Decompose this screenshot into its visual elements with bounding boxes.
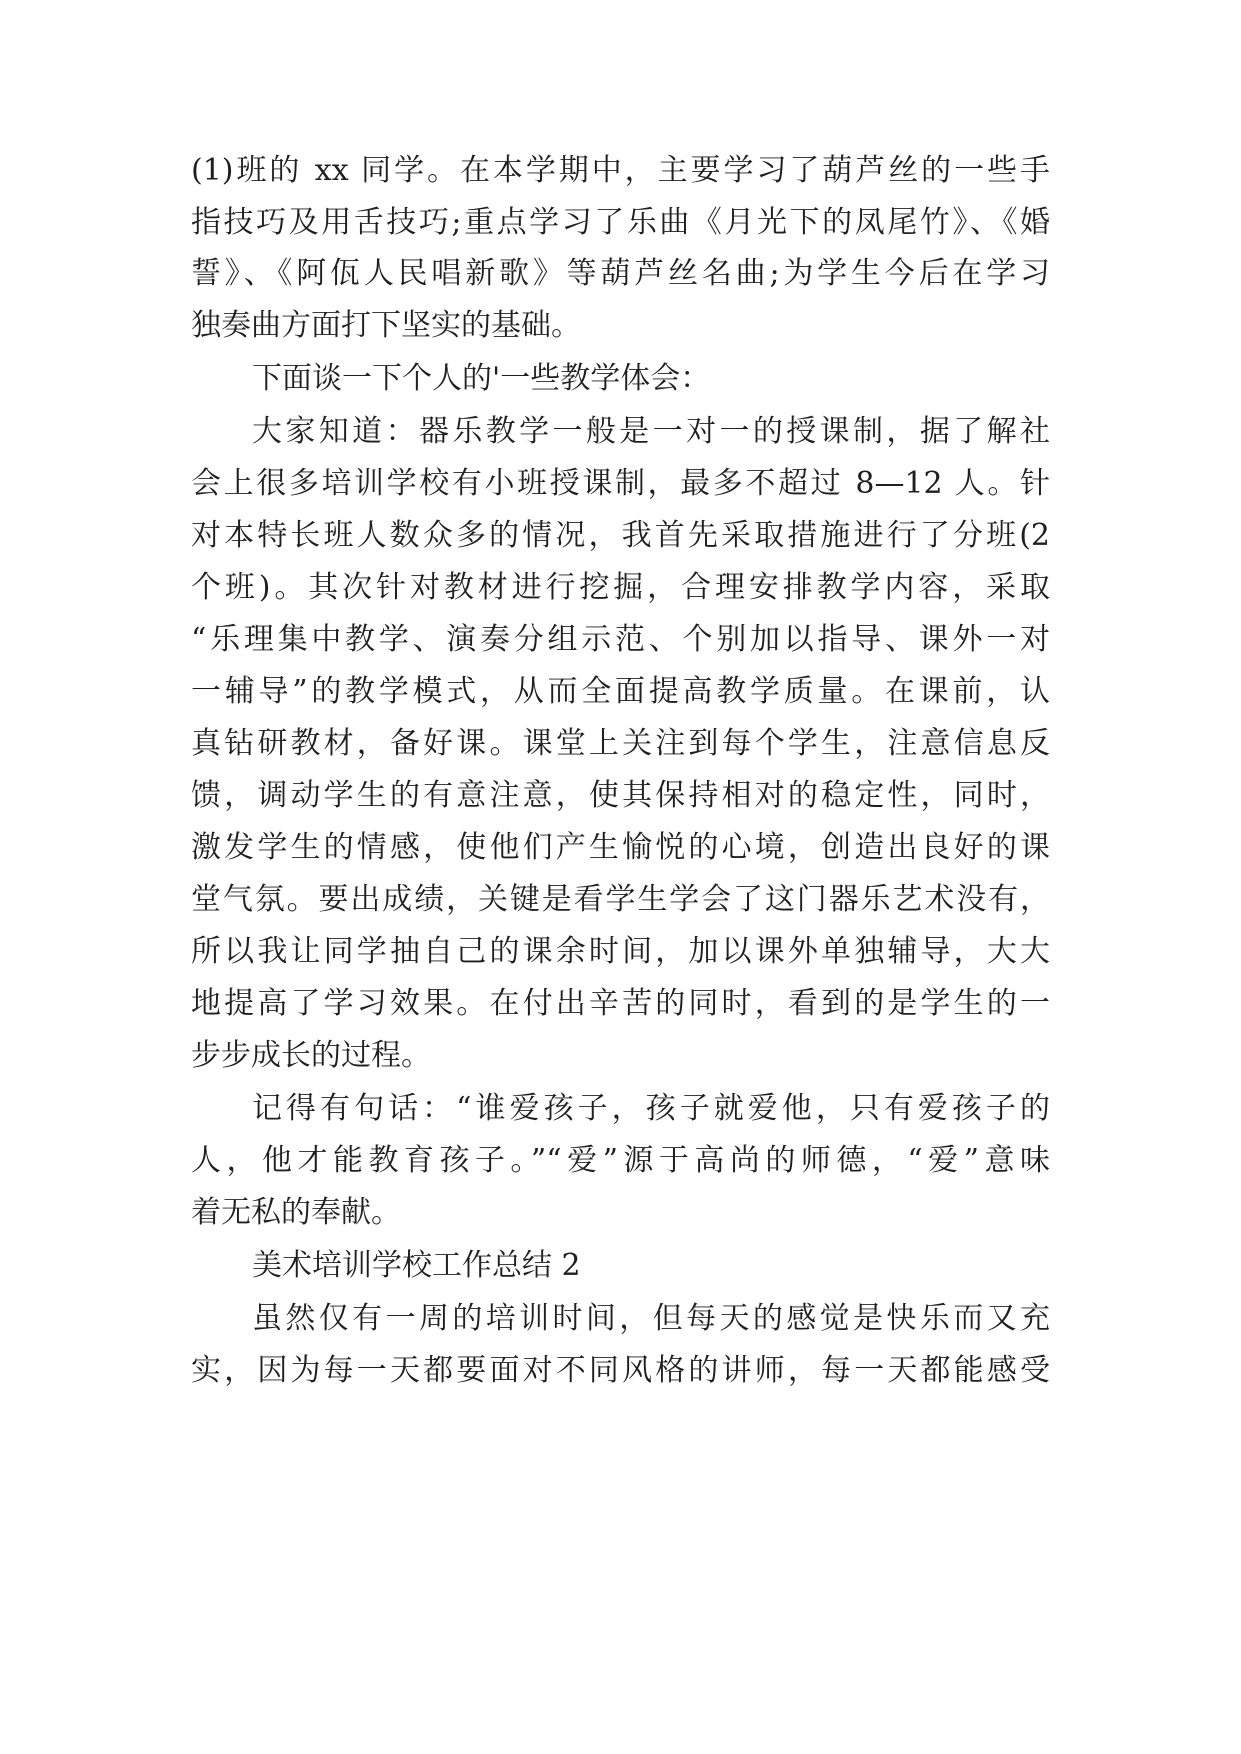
section-heading: 美术培训学校工作总结 2	[252, 1248, 581, 1283]
text-line-18: 步步成长的过程。	[191, 1038, 431, 1073]
text-line-7: 会上很多培训学校有小班授课制，最多不超过 8—12 人。针	[191, 466, 1050, 501]
text-line-19: 记得有句话：“谁爱孩子，孩子就爱他，只有爱孩子的	[252, 1091, 1050, 1126]
text-line-21: 着无私的奉献。	[191, 1195, 401, 1230]
text-line-23: 虽然仅有一周的培训时间，但每天的感觉是快乐而又充	[252, 1301, 1050, 1336]
text-line-3: 誓》、《阿佤人民唱新歌》等葫芦丝名曲;为学生今后在学习	[191, 256, 1050, 291]
text-line-4: 独奏曲方面打下坚实的基础。	[191, 308, 581, 343]
text-line-16: 所以我让同学抽自己的课余时间，加以课外单独辅导，大大	[191, 934, 1050, 969]
text-line-8: 对本特长班人数众多的情况，我首先采取措施进行了分班(2	[191, 518, 1050, 553]
text-line-13: 馈，调动学生的有意注意，使其保持相对的稳定性，同时，	[191, 778, 1050, 813]
text-line-5: 下面谈一下个人的'一些教学体会：	[252, 361, 711, 396]
text-line-15: 堂气氛。要出成绩，关键是看学生学会了这门器乐艺术没有，	[191, 882, 1050, 917]
text-line-2: 指技巧及用舌技巧;重点学习了乐曲《月光下的凤尾竹》、《婚	[191, 205, 1050, 240]
text-line-14: 激发学生的情感，使他们产生愉悦的心境，创造出良好的课	[191, 830, 1050, 865]
text-line-1: (1)班的 xx 同学。在本学期中，主要学习了葫芦丝的一些手	[191, 153, 1050, 188]
text-line-11: 一辅导”的教学模式，从而全面提高教学质量。在课前，认	[191, 674, 1050, 709]
text-line-17: 地提高了学习效果。在付出辛苦的同时，看到的是学生的一	[191, 986, 1050, 1021]
text-line-6: 大家知道：器乐教学一般是一对一的授课制，据了解社	[252, 414, 1050, 449]
text-line-12: 真钻研教材，备好课。课堂上关注到每个学生，注意信息反	[191, 726, 1050, 761]
text-line-24: 实，因为每一天都要面对不同风格的讲师，每一天都能感受	[191, 1353, 1050, 1388]
text-line-20: 人，他才能教育孩子。”“爱”源于高尚的师德，“爱”意味	[191, 1143, 1050, 1178]
text-line-10: “乐理集中教学、演奏分组示范、个别加以指导、课外一对	[191, 622, 1050, 657]
text-line-9: 个班)。其次针对教材进行挖掘，合理安排教学内容，采取	[191, 570, 1050, 605]
